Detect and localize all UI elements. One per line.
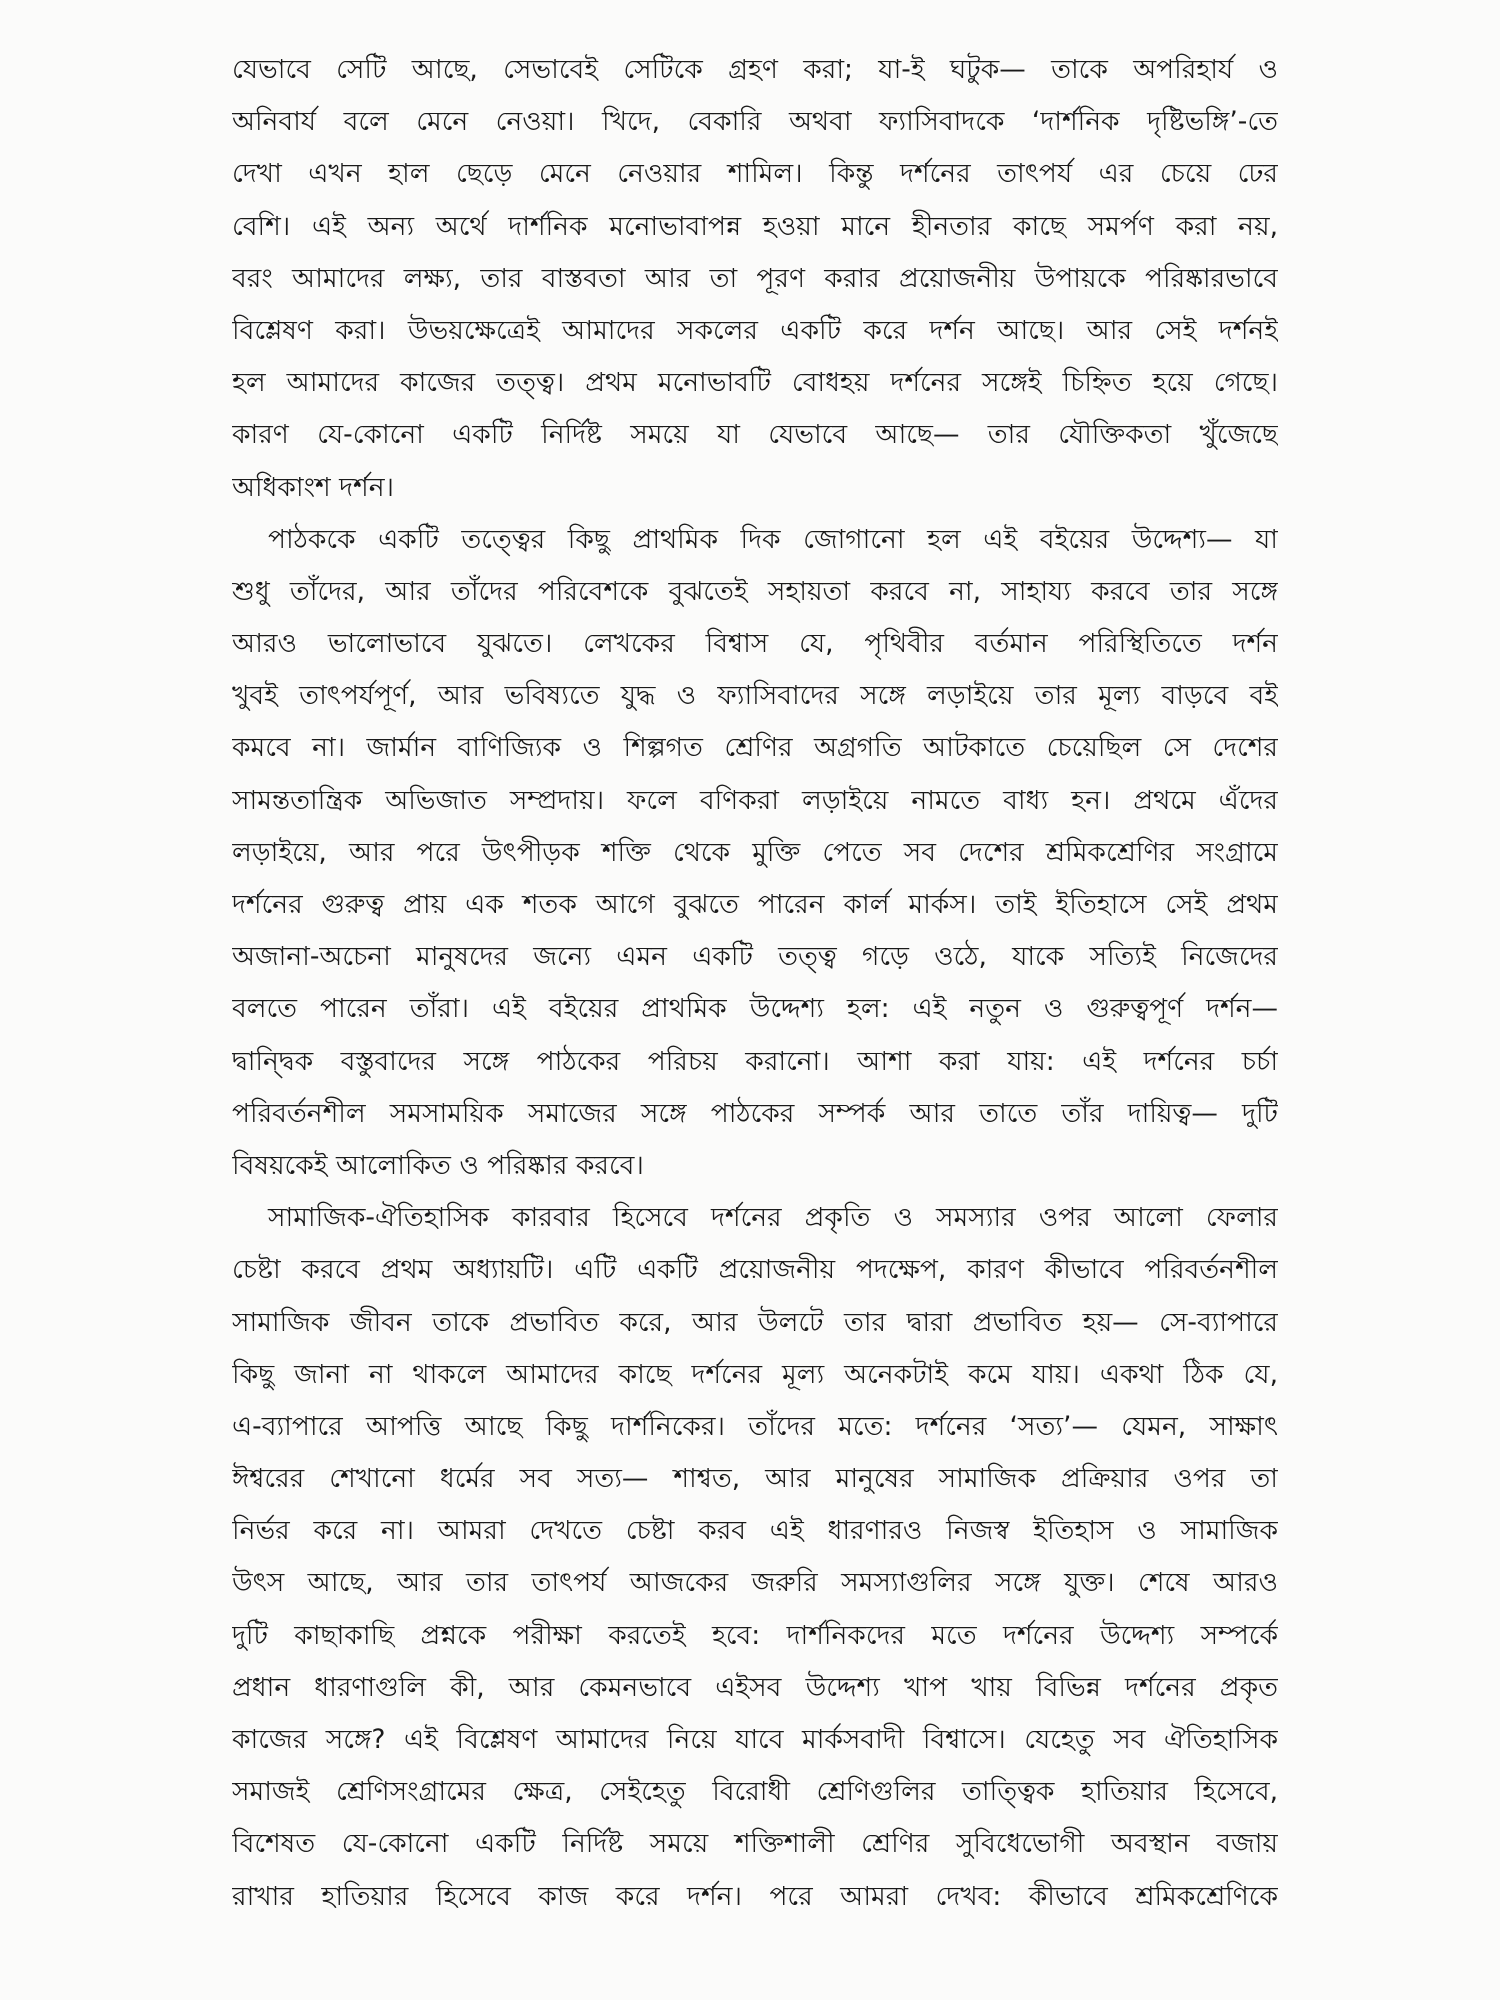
text-line: অজানা-অচেনা মানুষদের জন্যে এমন একটি তত্ত্ব গড়ে ওঠে, যাকে সত্যিই নিজেদের — [232, 941, 1278, 973]
paragraph-1 — [232, 44, 1278, 514]
text-line: শুধু তাঁদের, আর তাঁদের পরিবেশকে বুঝতেই সহায়তা করবে না, সাহায্য করবে তার সঙ্গে — [232, 575, 1278, 607]
text-line: প্রধান ধারণাগুলি কী, আর কেমনভাবে এইসব উদ্দেশ্য খাপ খায় বিভিন্ন দর্শনের প্রকৃত — [232, 1671, 1278, 1703]
text-line: অনিবার্য বলে মেনে নেওয়া। খিদে, বেকারি অথবা ফ্যাসিবাদকে ‘দার্শনিক দৃষ্টিভঙ্গি’-তে — [232, 106, 1278, 138]
body-text — [232, 44, 1278, 1923]
text-line: সামন্ততান্ত্রিক অভিজাত সম্প্রদায়। ফলে বণিকরা লড়াইয়ে নামতে বাধ্য হন। প্রথমে এঁদের — [232, 784, 1278, 816]
text-line: আরও ভালোভাবে যুঝতে। লেখকের বিশ্বাস যে, পৃথিবীর বর্তমান পরিস্থিতিতে দর্শন — [232, 628, 1278, 660]
text-line: বরং আমাদের লক্ষ্য, তার বাস্তবতা আর তা পূরণ করার প্রয়োজনীয় উপায়কে পরিষ্কারভাবে — [232, 262, 1278, 294]
text-line: রাখার হাতিয়ার হিসেবে কাজ করে দর্শন। পরে আমরা দেখব: কীভাবে শ্রমিকশ্রেণিকে — [232, 1880, 1278, 1912]
paragraph-3 — [232, 1192, 1278, 1923]
text-line: বিশেষত যে-কোনো একটি নির্দিষ্ট সময়ে শক্তিশালী শ্রেণির সুবিধেভোগী অবস্থান বজায় — [232, 1828, 1278, 1860]
text-line: ঈশ্বরের শেখানো ধর্মের সব সত্য— শাশ্বত, আর মানুষের সামাজিক প্রক্রিয়ার ওপর তা — [232, 1463, 1278, 1495]
text-line: সামাজিক জীবন তাকে প্রভাবিত করে, আর উলটে তার দ্বারা প্রভাবিত হয়— সে-ব্যাপারে — [232, 1306, 1278, 1338]
text-line: কমবে না। জার্মান বাণিজ্যিক ও শিল্পগত শ্রেণির অগ্রগতি আটকাতে চেয়েছিল সে দেশের — [232, 732, 1278, 764]
text-line: এ-ব্যাপারে আপত্তি আছে কিছু দার্শনিকের। তাঁদের মতে: দর্শনের ‘সত্য’— যেমন, সাক্ষাৎ — [232, 1410, 1278, 1442]
text-line: নির্ভর করে না। আমরা দেখতে চেষ্টা করব এই ধারণারও নিজস্ব ইতিহাস ও সামাজিক — [232, 1515, 1278, 1547]
text-line: সামাজিক-ঐতিহাসিক কারবার হিসেবে দর্শনের প্রকৃতি ও সমস্যার ওপর আলো ফেলার — [268, 1202, 1278, 1234]
text-line: দ্বান্দ্বিক বস্তুবাদের সঙ্গে পাঠকের পরিচয় করানো। আশা করা যায়: এই দর্শনের চর্চা — [232, 1045, 1278, 1077]
text-line: লড়াইয়ে, আর পরে উৎপীড়ক শক্তি থেকে মুক্তি পেতে সব দেশের শ্রমিকশ্রেণির সংগ্রামে — [232, 836, 1278, 868]
text-line: বিষয়কেই আলোকিত ও পরিষ্কার করবে। — [232, 1149, 644, 1181]
text-line: কারণ যে-কোনো একটি নির্দিষ্ট সময়ে যা যেভাবে আছে— তার যৌক্তিকতা খুঁজেছে — [232, 419, 1278, 451]
paragraph-2 — [232, 514, 1278, 1192]
text-line: দেখা এখন হাল ছেড়ে মেনে নেওয়ার শামিল। কিন্তু দর্শনের তাৎপর্য এর চেয়ে ঢের — [232, 158, 1278, 190]
text-line: কাজের সঙ্গে? এই বিশ্লেষণ আমাদের নিয়ে যাবে মার্কসবাদী বিশ্বাসে। যেহেতু সব ঐতিহাসিক — [232, 1724, 1278, 1755]
text-line: সমাজই শ্রেণিসংগ্রামের ক্ষেত্র, সেইহেতু বিরোধী শ্রেণিগুলির তাত্ত্বিক হাতিয়ার হিসেবে, — [232, 1776, 1278, 1808]
text-line: উৎস আছে, আর তার তাৎপর্য আজকের জরুরি সমস্যাগুলির সঙ্গে যুক্ত। শেষে আরও — [232, 1567, 1278, 1599]
text-line: পাঠককে একটি তত্ত্বের কিছু প্রাথমিক দিক জোগানো হল এই বইয়ের উদ্দেশ্য— যা — [268, 523, 1278, 555]
text-line: অধিকাংশ দর্শন। — [232, 471, 395, 503]
text-line: দুটি কাছাকাছি প্রশ্নকে পরীক্ষা করতেই হবে: দার্শনিকদের মতে দর্শনের উদ্দেশ্য সম্পর্কে — [232, 1619, 1278, 1651]
text-line: হল আমাদের কাজের তত্ত্ব। প্রথম মনোভাবটি বোধহয় দর্শনের সঙ্গেই চিহ্নিত হয়ে গেছে। — [232, 367, 1278, 399]
text-line: বলতে পারেন তাঁরা। এই বইয়ের প্রাথমিক উদ্দেশ্য হল: এই নতুন ও গুরুত্বপূর্ণ দর্শন— — [232, 993, 1278, 1025]
text-line: বিশ্লেষণ করা। উভয়ক্ষেত্রেই আমাদের সকলের একটি করে দর্শন আছে। আর সেই দর্শনই — [232, 314, 1278, 346]
text-line: কিছু জানা না থাকলে আমাদের কাছে দর্শনের মূল্য অনেকটাই কমে যায়। একথা ঠিক যে, — [232, 1358, 1278, 1390]
text-line: যেভাবে সেটি আছে, সেভাবেই সেটিকে গ্রহণ করা; যা-ই ঘটুক— তাকে অপরিহার্য ও — [232, 54, 1278, 85]
text-line: পরিবর্তনশীল সমসাময়িক সমাজের সঙ্গে পাঠকের সম্পর্ক আর তাতে তাঁর দায়িত্ব— দুটি — [232, 1097, 1278, 1129]
text-line: দর্শনের গুরুত্ব প্রায় এক শতক আগে বুঝতে পারেন কার্ল মার্কস। তাই ইতিহাসে সেই প্রথম — [232, 889, 1278, 920]
text-line: বেশি। এই অন্য অর্থে দার্শনিক মনোভাবাপন্ন হওয়া মানে হীনতার কাছে সমর্পণ করা নয়, — [232, 210, 1278, 242]
text-line: খুবই তাৎপর্যপূর্ণ, আর ভবিষ্যতে যুদ্ধ ও ফ্যাসিবাদের সঙ্গে লড়াইয়ে তার মূল্য বাড়বে বই — [232, 680, 1278, 712]
text-line: চেষ্টা করবে প্রথম অধ্যায়টি। এটি একটি প্রয়োজনীয় পদক্ষেপ, কারণ কীভাবে পরিবর্তনশীল — [232, 1254, 1278, 1286]
